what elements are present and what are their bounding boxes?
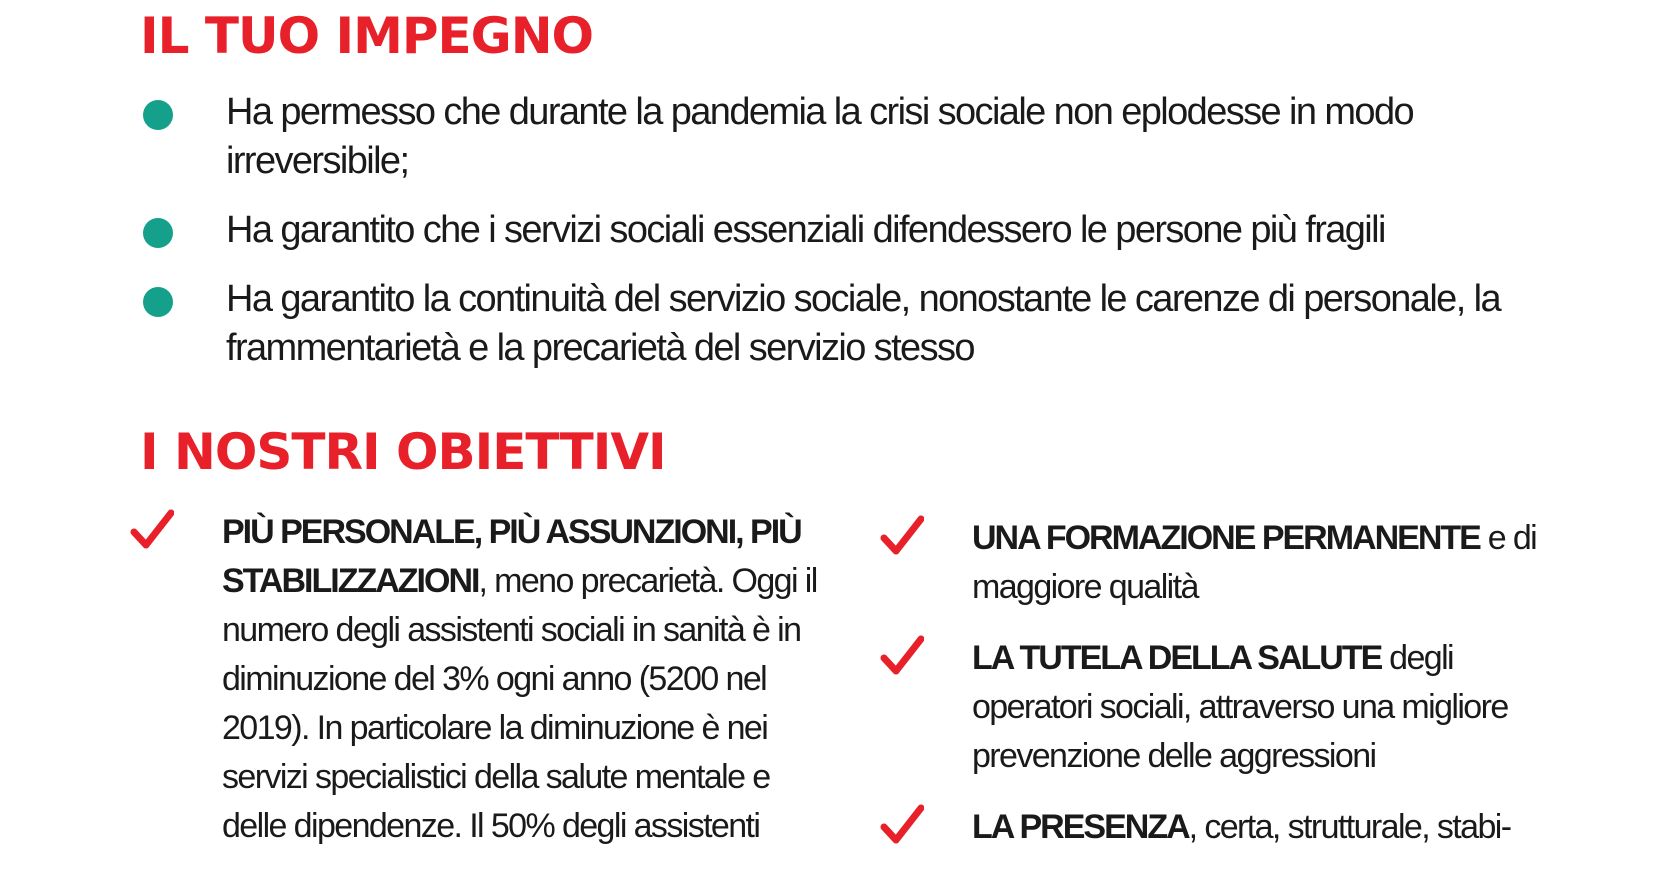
objective-bold: LA PRESENZA — [972, 808, 1189, 846]
list-item — [140, 88, 1560, 186]
circle-bullet-icon — [143, 100, 173, 130]
list-item — [140, 206, 1560, 255]
list-item-text: Ha permesso che durante la pandemia la crisi sociale non eplodesse in modo irreversibile; — [226, 91, 1414, 182]
objective-item — [880, 803, 1580, 852]
circle-bullet-icon — [143, 287, 173, 317]
objective-item — [880, 514, 1580, 612]
objective-text: , meno precarietà. Oggi il numero degli assistenti sociali in sanità è in diminuzione del 3% ogni anno (5200 nel 2019). In particolare la diminuzione è nei servizi specialistici della salute mentale e delle dipendenze. Il 50% degli assistenti — [222, 562, 817, 845]
obiettivi-column-right — [880, 514, 1580, 874]
checkmark-icon — [880, 514, 924, 558]
circle-bullet-icon — [143, 218, 173, 248]
objective-bold: LA TUTELA DELLA SALUTE — [972, 639, 1382, 677]
objective-item — [880, 634, 1580, 781]
checkmark-icon — [880, 634, 924, 678]
impegno-list — [140, 88, 1560, 393]
objective-item — [130, 508, 830, 851]
objective-text: e di maggiore qualità — [972, 519, 1537, 606]
objective-bold: PIÙ PERSONALE, PIÙ ASSUNZIONI, PIÙ STABILIZZAZIONI — [222, 513, 801, 600]
objective-text: degli operatori sociali, attraverso una migliore prevenzione delle aggressioni — [972, 639, 1508, 775]
obiettivi-column-left — [130, 508, 830, 873]
list-item-text: Ha garantito la continuità del servizio sociale, nonostante le carenze di personale, la frammentarietà e la precarietà del servizio stesso — [226, 278, 1500, 369]
section-title-obiettivi: I NOSTRI OBIETTIVI — [140, 423, 666, 481]
checkmark-icon — [880, 803, 924, 847]
objective-text: , certa, strutturale, stabi- — [1188, 808, 1511, 846]
list-item-text: Ha garantito che i servizi sociali essenziali difendessero le persone più fragili — [226, 209, 1385, 251]
checkmark-icon — [130, 508, 174, 552]
section-title-impegno: IL TUO IMPEGNO — [140, 7, 594, 65]
objective-bold: UNA FORMAZIONE PERMANENTE — [972, 519, 1480, 557]
list-item — [140, 275, 1560, 373]
